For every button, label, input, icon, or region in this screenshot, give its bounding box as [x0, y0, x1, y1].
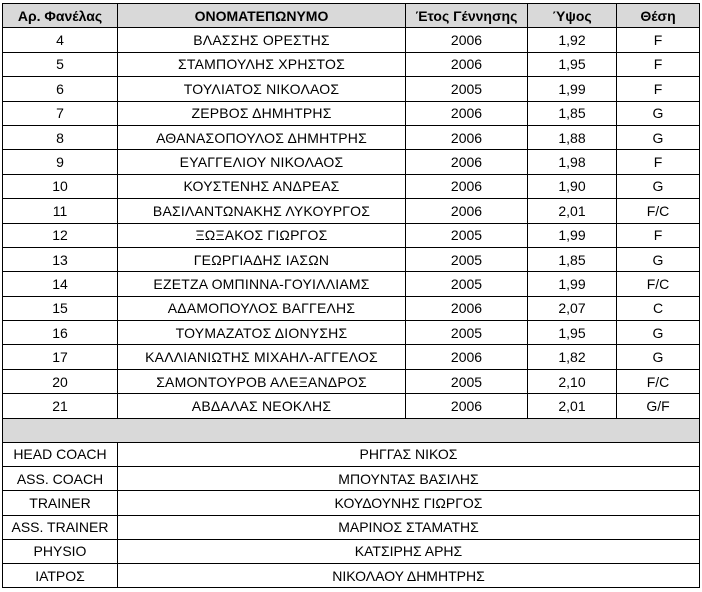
birth-year-cell: 2006: [406, 199, 528, 223]
jersey-cell: 9: [3, 150, 118, 174]
position-cell: G: [617, 125, 700, 149]
birth-year-cell: 2006: [406, 174, 528, 198]
position-cell: F: [617, 150, 700, 174]
staff-role-cell: ASS. COACH: [3, 466, 118, 490]
player-row: [3, 394, 700, 418]
height-cell: 1,99: [528, 77, 617, 101]
birth-year-cell: 2006: [406, 296, 528, 320]
birth-year-cell: 2006: [406, 28, 528, 52]
player-name-cell: ΕΖΕΤΖΑ ΟΜΠΙΝΝΑ-ΓΟΥΙΛΛΙΑΜΣ: [118, 272, 406, 296]
staff-role-cell: HEAD COACH: [3, 442, 118, 466]
height-cell: 1,99: [528, 223, 617, 247]
birth-year-cell: 2005: [406, 77, 528, 101]
staff-role-cell: TRAINER: [3, 491, 118, 515]
height-cell: 1,85: [528, 247, 617, 271]
staff-row: [3, 515, 700, 539]
staff-row: [3, 442, 700, 466]
position-cell: F: [617, 28, 700, 52]
birth-year-cell: 2006: [406, 101, 528, 125]
position-cell: G: [617, 101, 700, 125]
player-name-cell: ΚΑΛΛΙΑΝΙΩΤΗΣ ΜΙΧΑΗΛ-ΑΓΓΕΛΟΣ: [118, 345, 406, 369]
staff-body: [3, 442, 700, 588]
players-body: [3, 28, 700, 418]
player-name-cell: ΞΩΞΑΚΟΣ ΓΙΩΡΓΟΣ: [118, 223, 406, 247]
player-name-cell: ΤΟΥΜΑΖΑΤΟΣ ΔΙΟΝΥΣΗΣ: [118, 321, 406, 345]
birth-year-cell: 2006: [406, 345, 528, 369]
player-name-cell: ΒΑΣΙΛΑΝΤΩΝΑΚΗΣ ΛΥΚΟΥΡΓΟΣ: [118, 199, 406, 223]
birth-year-cell: 2005: [406, 321, 528, 345]
player-row: [3, 52, 700, 76]
height-cell: 2,01: [528, 199, 617, 223]
staff-name-cell: ΚΑΤΣΙΡΗΣ ΑΡΗΣ: [118, 539, 700, 563]
player-name-cell: ΤΟΥΛΙΑΤΟΣ ΝΙΚΟΛΑΟΣ: [118, 77, 406, 101]
height-cell: 1,99: [528, 272, 617, 296]
height-cell: 2,10: [528, 369, 617, 393]
birth-year-cell: 2005: [406, 247, 528, 271]
player-row: [3, 345, 700, 369]
header-name: ΟΝΟΜΑΤΕΠΩΝΥΜΟ: [118, 4, 406, 28]
position-cell: G: [617, 321, 700, 345]
height-cell: 1,85: [528, 101, 617, 125]
jersey-cell: 17: [3, 345, 118, 369]
jersey-cell: 21: [3, 394, 118, 418]
staff-role-cell: ASS. TRAINER: [3, 515, 118, 539]
player-row: [3, 296, 700, 320]
height-cell: 1,98: [528, 150, 617, 174]
staff-name-cell: ΝΙΚΟΛΑΟΥ ΔΗΜΗΤΡΗΣ: [118, 564, 700, 588]
jersey-cell: 6: [3, 77, 118, 101]
jersey-cell: 7: [3, 101, 118, 125]
jersey-cell: 16: [3, 321, 118, 345]
position-cell: F/C: [617, 369, 700, 393]
player-row: [3, 369, 700, 393]
birth-year-cell: 2006: [406, 394, 528, 418]
staff-row: [3, 491, 700, 515]
staff-name-cell: ΡΗΓΓΑΣ ΝΙΚΟΣ: [118, 442, 700, 466]
spacer-body: [3, 418, 700, 442]
player-row: [3, 101, 700, 125]
player-name-cell: ΣΤΑΜΠΟΥΛΗΣ ΧΡΗΣΤΟΣ: [118, 52, 406, 76]
header-position: Θέση: [617, 4, 700, 28]
position-cell: G/F: [617, 394, 700, 418]
jersey-cell: 8: [3, 125, 118, 149]
player-name-cell: ΑΔΑΜΟΠΟΥΛΟΣ ΒΑΓΓΕΛΗΣ: [118, 296, 406, 320]
player-row: [3, 272, 700, 296]
jersey-cell: 12: [3, 223, 118, 247]
player-row: [3, 125, 700, 149]
roster-header: [3, 4, 700, 28]
header-birth-year: Έτος Γέννησης: [406, 4, 528, 28]
height-cell: 1,92: [528, 28, 617, 52]
staff-name-cell: ΚΟΥΔΟΥΝΗΣ ΓΙΩΡΓΟΣ: [118, 491, 700, 515]
position-cell: G: [617, 345, 700, 369]
position-cell: F: [617, 77, 700, 101]
staff-row: [3, 466, 700, 490]
spacer-cell: [3, 418, 700, 442]
birth-year-cell: 2005: [406, 223, 528, 247]
staff-role-cell: PHYSIO: [3, 539, 118, 563]
birth-year-cell: 2005: [406, 272, 528, 296]
height-cell: 1,95: [528, 52, 617, 76]
staff-role-cell: ΙΑΤΡΟΣ: [3, 564, 118, 588]
birth-year-cell: 2006: [406, 150, 528, 174]
position-cell: G: [617, 247, 700, 271]
position-cell: F: [617, 52, 700, 76]
player-name-cell: ΖΕΡΒΟΣ ΔΗΜΗΤΡΗΣ: [118, 101, 406, 125]
position-cell: F/C: [617, 272, 700, 296]
roster-table: [2, 3, 700, 588]
player-name-cell: ΣΑΜΟΝΤΟΥΡΟΒ ΑΛΕΞΑΝΔΡΟΣ: [118, 369, 406, 393]
player-row: [3, 28, 700, 52]
position-cell: G: [617, 174, 700, 198]
player-row: [3, 321, 700, 345]
header-jersey: Αρ. Φανέλας: [3, 4, 118, 28]
height-cell: 1,90: [528, 174, 617, 198]
height-cell: 1,95: [528, 321, 617, 345]
height-cell: 1,82: [528, 345, 617, 369]
jersey-cell: 10: [3, 174, 118, 198]
staff-name-cell: ΜΠΟΥΝΤΑΣ ΒΑΣΙΛΗΣ: [118, 466, 700, 490]
header-height: Ύψος: [528, 4, 617, 28]
position-cell: F: [617, 223, 700, 247]
jersey-cell: 15: [3, 296, 118, 320]
staff-row: [3, 564, 700, 588]
player-name-cell: ΚΟΥΣΤΕΝΗΣ ΑΝΔΡΕΑΣ: [118, 174, 406, 198]
jersey-cell: 4: [3, 28, 118, 52]
spacer-row: [3, 418, 700, 442]
player-row: [3, 174, 700, 198]
jersey-cell: 5: [3, 52, 118, 76]
player-row: [3, 199, 700, 223]
player-name-cell: ΕΥΑΓΓΕΛΙΟΥ ΝΙΚΟΛΑΟΣ: [118, 150, 406, 174]
height-cell: 2,01: [528, 394, 617, 418]
player-name-cell: ΓΕΩΡΓΙΑΔΗΣ ΙΑΣΩΝ: [118, 247, 406, 271]
birth-year-cell: 2006: [406, 125, 528, 149]
player-row: [3, 77, 700, 101]
birth-year-cell: 2006: [406, 52, 528, 76]
jersey-cell: 13: [3, 247, 118, 271]
staff-name-cell: ΜΑΡΙΝΟΣ ΣΤΑΜΑΤΗΣ: [118, 515, 700, 539]
jersey-cell: 11: [3, 199, 118, 223]
staff-row: [3, 539, 700, 563]
player-name-cell: ΑΒΔΑΛΑΣ ΝΕΟΚΛΗΣ: [118, 394, 406, 418]
jersey-cell: 14: [3, 272, 118, 296]
player-name-cell: ΒΛΑΣΣΗΣ ΟΡΕΣΤΗΣ: [118, 28, 406, 52]
jersey-cell: 20: [3, 369, 118, 393]
player-row: [3, 150, 700, 174]
height-cell: 1,88: [528, 125, 617, 149]
birth-year-cell: 2005: [406, 369, 528, 393]
position-cell: F/C: [617, 199, 700, 223]
player-row: [3, 247, 700, 271]
position-cell: C: [617, 296, 700, 320]
height-cell: 2,07: [528, 296, 617, 320]
player-name-cell: ΑΘΑΝΑΣΟΠΟΥΛΟΣ ΔΗΜΗΤΡΗΣ: [118, 125, 406, 149]
header-row: [3, 4, 700, 28]
player-row: [3, 223, 700, 247]
